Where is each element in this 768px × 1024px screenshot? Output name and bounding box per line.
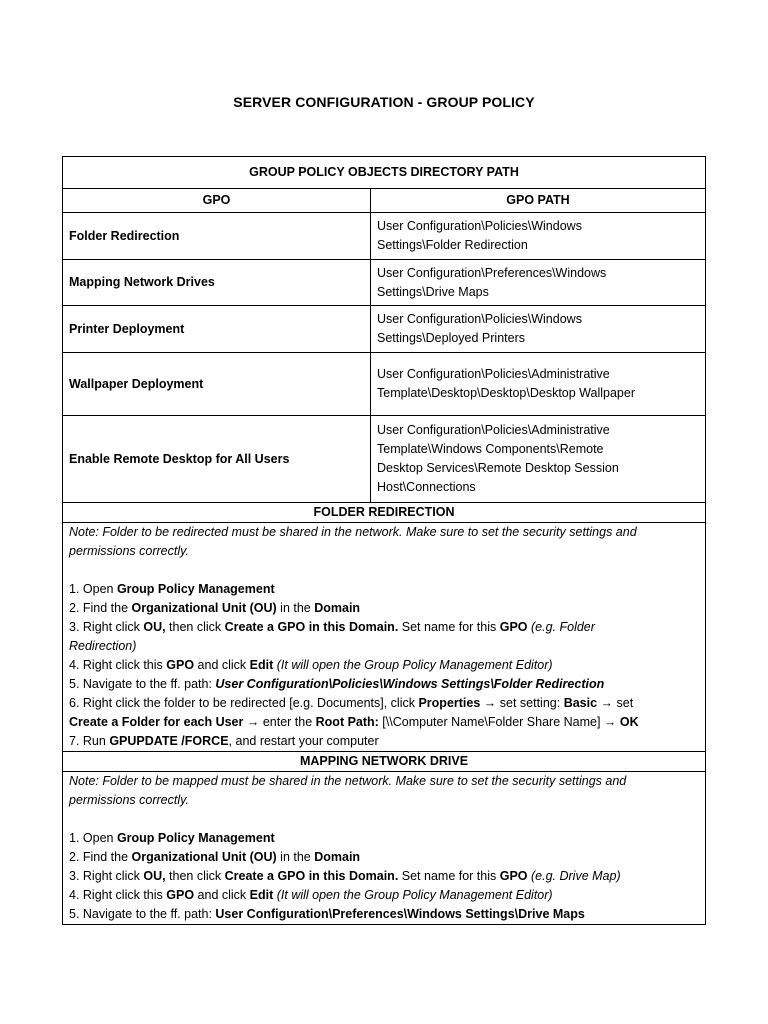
table-row [63,353,706,416]
section-heading-mapping-network-drive: MAPPING NETWORK DRIVE [63,752,706,772]
step-6: 6. Right click the folder to be redirected [e.g. Documents], click Properties → set setting: Basic → set [69,696,634,710]
gpo-path-line: Template\Desktop\Desktop\Desktop Wallpaper [377,386,635,400]
gpo-path [371,353,706,416]
gpo-path [371,213,706,260]
gpo-path-line: User Configuration\Policies\Administrative [377,367,610,381]
note-text: Note: Folder to be mapped must be shared in the network. Make sure to set the security settings and [69,774,627,788]
step-5: 5. Navigate to the ff. path: User Configuration\Policies\Windows Settings\Folder Redirection [69,677,605,691]
step-3-continued: Redirection) [69,639,137,653]
table-caption: GROUP POLICY OBJECTS DIRECTORY PATH [63,157,706,189]
gpo-path-line: Template\Windows Components\Remote [377,442,604,456]
column-header-gpo: GPO [63,189,371,213]
step-1: 1. Open Group Policy Management [69,582,275,596]
section-heading-row [63,752,706,772]
step-1: 1. Open Group Policy Management [69,831,275,845]
column-header-gpo-path: GPO PATH [371,189,706,213]
table-row [63,306,706,353]
spacer [69,810,699,829]
note-text: Note: Folder to be redirected must be shared in the network. Make sure to set the security settings and [69,525,637,539]
step-3: 3. Right click OU, then click Create a GPO in this Domain. Set name for this GPO (e.g. Folder [69,620,595,634]
group-policy-table [62,156,706,925]
gpo-path [371,306,706,353]
table-caption-row [63,157,706,189]
gpo-path-line: Settings\Folder Redirection [377,238,528,252]
document-title: SERVER CONFIGURATION - GROUP POLICY [233,94,535,110]
gpo-name: Printer Deployment [63,306,371,353]
step-4: 4. Right click this GPO and click Edit (It will open the Group Policy Management Editor) [69,888,553,902]
table-row [63,213,706,260]
gpo-path [371,260,706,306]
step-5: 5. Navigate to the ff. path: User Configuration\Preferences\Windows Settings\Drive Maps [69,907,585,921]
gpo-name: Folder Redirection [63,213,371,260]
gpo-path-line: Host\Connections [377,480,476,494]
table-row [63,260,706,306]
note-text: permissions correctly. [69,793,189,807]
gpo-path-line: User Configuration\Policies\Administrative [377,423,610,437]
section-heading-row [63,503,706,523]
gpo-path-line: Settings\Deployed Printers [377,331,525,345]
gpo-name: Wallpaper Deployment [63,353,371,416]
gpo-name: Enable Remote Desktop for All Users [63,416,371,503]
step-4: 4. Right click this GPO and click Edit (It will open the Group Policy Management Editor) [69,658,553,672]
section-body-row [63,772,706,925]
step-6-continued: Create a Folder for each User → enter the Root Path: [\\Computer Name\Folder Share Name] → OK [69,715,639,729]
gpo-path [371,416,706,503]
note-text: permissions correctly. [69,544,189,558]
gpo-path-line: User Configuration\Policies\Windows [377,219,582,233]
gpo-path-line: User Configuration\Policies\Windows [377,312,582,326]
mapping-network-drive-instructions [63,772,706,925]
gpo-path-line: User Configuration\Preferences\Windows [377,265,607,280]
spacer [69,561,699,580]
gpo-name: Mapping Network Drives [63,260,371,306]
section-body-row [63,523,706,752]
step-7: 7. Run GPUPDATE /FORCE, and restart your computer [69,734,379,748]
step-2: 2. Find the Organizational Unit (OU) in the Domain [69,850,361,864]
gpo-path-line: Settings\Drive Maps [377,284,489,299]
gpo-path-line: Desktop Services\Remote Desktop Session [377,461,619,475]
step-2: 2. Find the Organizational Unit (OU) in the Domain [69,601,361,615]
table-row [63,416,706,503]
step-3: 3. Right click OU, then click Create a GPO in this Domain. Set name for this GPO (e.g. Drive Map) [69,869,621,883]
folder-redirection-instructions [63,523,706,752]
table-header-row [63,189,706,213]
section-heading-folder-redirection: FOLDER REDIRECTION [63,503,706,523]
